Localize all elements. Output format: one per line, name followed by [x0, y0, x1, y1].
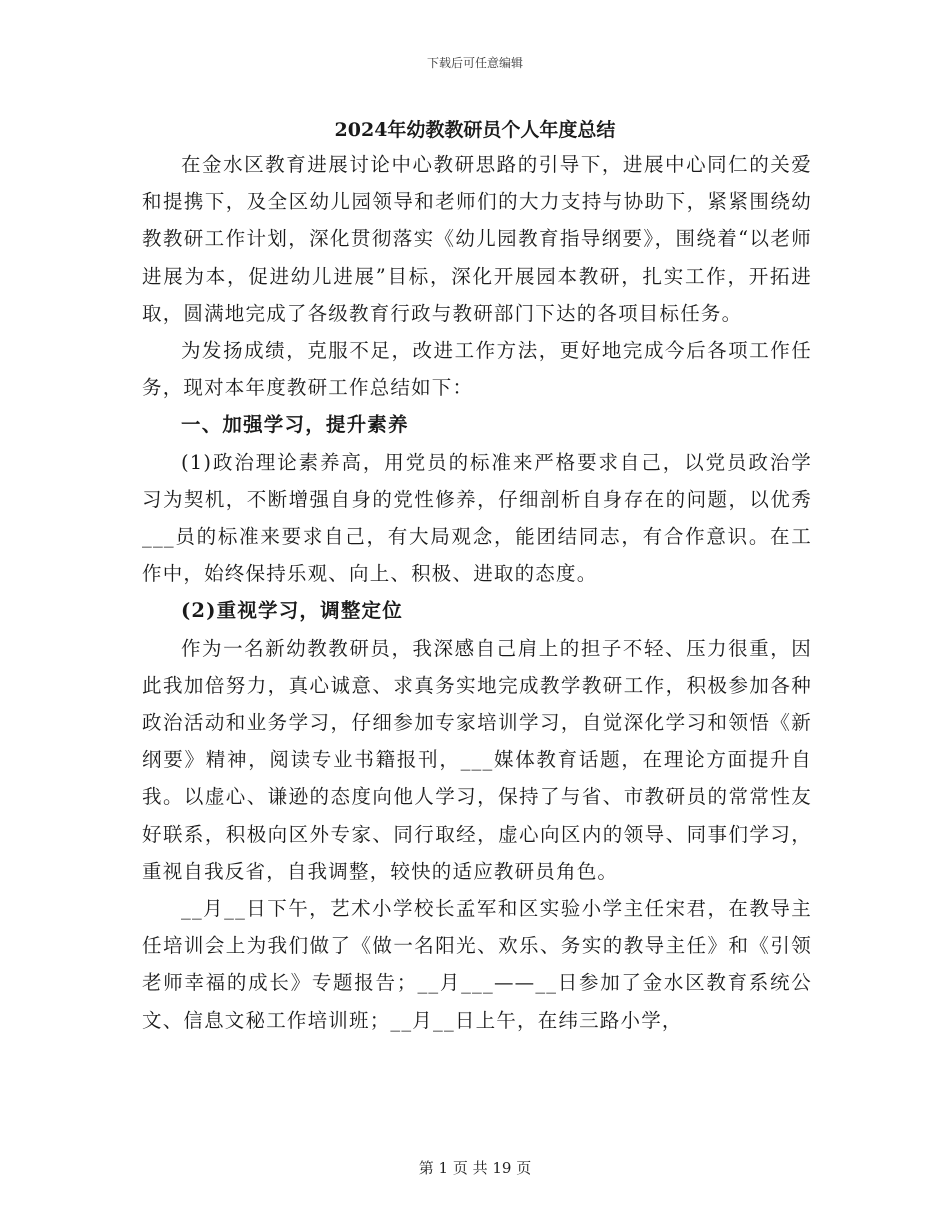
subheading-study-positioning: (2)重视学习，调整定位 — [181, 599, 403, 623]
section-heading-study: 一、加强学习，提升素养 — [181, 413, 409, 437]
paragraph-training-events: __月__日下午，艺术小学校长孟军和区实验小学主任宋君，在教导主任培训会上为我们做了《做一名阳光、欢乐、务实的教导主任》和《引领老师幸福的成长》专题报告；__月___——__日参加了金水区教育系统公文、信息文秘工作培训班；__月__日上午，在纬三路小学， — [142, 897, 812, 1032]
page-header-note: 下载后可任意编辑 — [426, 56, 523, 70]
page-number-footer: 第 1 页 共 19 页 — [418, 1159, 532, 1177]
document-title: 2024年幼教教研员个人年度总结 — [334, 119, 616, 141]
paragraph-political-theory: (1)政治理论素养高，用党员的标准来严格要求自己，以党员政治学习为契机，不断增强自身的党性修养，仔细剖析自身存在的问题，以优秀___员的标准来要求自己，有大局观念，能团结同志，有合作意识。在工作中，始终保持乐观、向上、积极、进取的态度。 — [142, 450, 812, 586]
paragraph-intro: 在金水区教育进展讨论中心教研思路的引导下，进展中心同仁的关爱和提携下，及全区幼儿园领导和老师们的大力支持与协助下，紧紧围绕幼教教研工作计划，深化贯彻落实《幼儿园教育指导纲要》，围绕着“以老师进展为本，促进幼儿进展”目标，深化开展园本教研，扎实工作，开拓进取，圆满地完成了各级教育行政与教研部门下达的各项目标任务。 — [142, 153, 812, 325]
document-body — [142, 146, 812, 1039]
paragraph-new-researcher: 作为一名新幼教教研员，我深感自己肩上的担子不轻、压力很重，因此我加倍努力，真心诚意、求真务实地完成教学教研工作，积极参加各种政治活动和业务学习，仔细参加专家培训学习，自觉深化学习和领悟《新纲要》精神，阅读专业书籍报刊，___媒体教育话题，在理论方面提升自我。以虚心、谦逊的态度向他人学习，保持了与省、市教研员的常常性友好联系，积极向区外专家、同行取经，虚心向区内的领导、同事们学习，重视自我反省，自我调整，较快的适应教研员角色。 — [142, 636, 812, 883]
paragraph-summary-lead: 为发扬成绩，克服不足，改进工作方法，更好地完成今后各项工作任务，现对本年度教研工作总结如下： — [142, 339, 812, 400]
